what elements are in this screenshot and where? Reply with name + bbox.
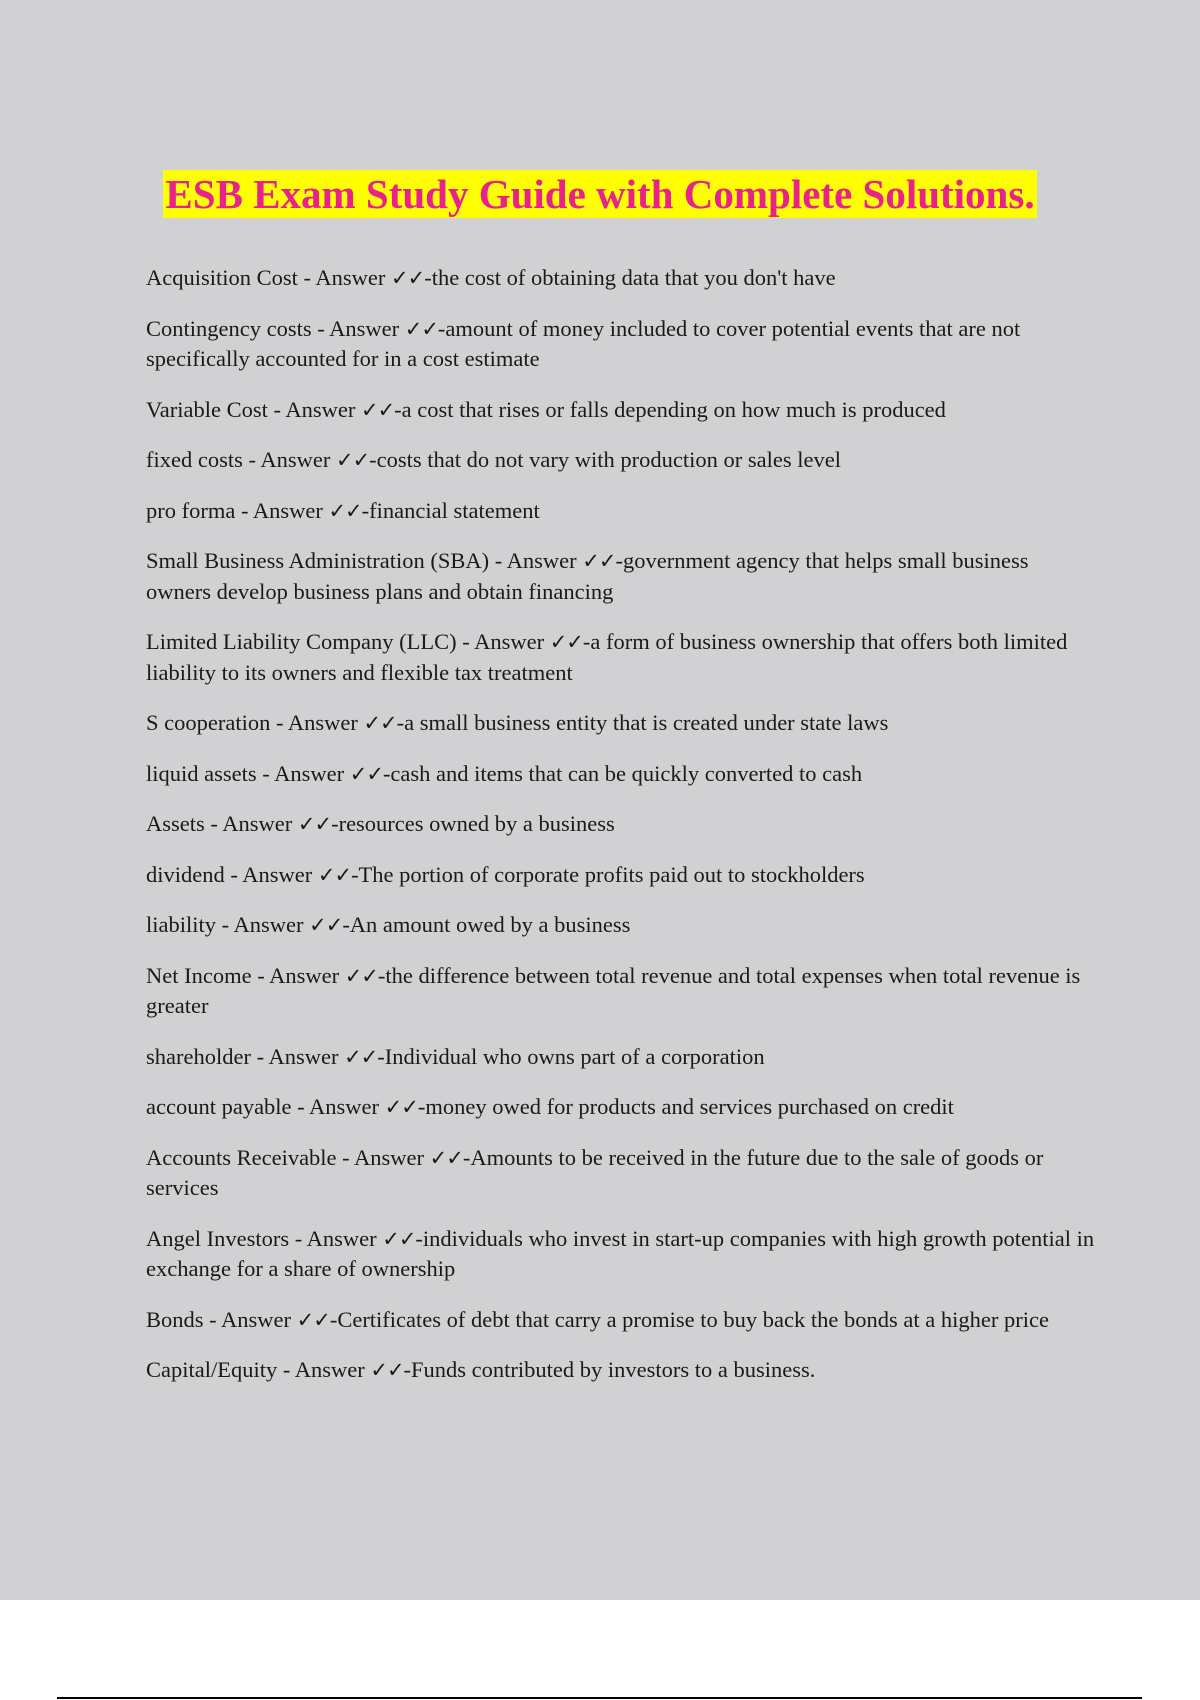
footer-divider	[57, 1697, 1142, 1699]
checkmark-icon: ✓✓	[429, 1145, 463, 1170]
document-title: ESB Exam Study Guide with Complete Solutions.	[165, 171, 1035, 217]
list-item	[146, 1143, 1096, 1204]
entry-term: Acquisition Cost	[146, 265, 298, 290]
list-item	[146, 445, 1096, 476]
entry-definition: -a small business entity that is created under state laws	[396, 710, 889, 735]
entry-term: Capital/Equity	[146, 1357, 278, 1382]
title-container	[0, 170, 1200, 218]
answer-separator: - Answer	[216, 912, 310, 937]
entry-definition: -The portion of corporate profits paid out to stockholders	[351, 861, 865, 887]
entry-definition: -money owed for products and services purchased on credit	[417, 1094, 954, 1119]
checkmark-icon: ✓✓	[344, 1044, 378, 1069]
list-item	[146, 860, 1096, 891]
entry-definition: -Individual who owns part of a corporation	[377, 1043, 765, 1069]
list-item	[146, 759, 1096, 790]
list-item	[146, 1224, 1096, 1285]
entry-term: Contingency costs	[146, 315, 312, 341]
answer-separator: - Answer	[251, 962, 345, 988]
entry-term: liability	[146, 912, 216, 937]
entry-definition: -amount of money included to cover potential events that are not specifically accounted for in a cost estimate	[146, 315, 1021, 371]
entry-definition: -individuals who invest in start-up companies with high growth potential in exchange for a share of ownership	[146, 1225, 1095, 1281]
entry-term: dividend	[146, 861, 225, 887]
answer-separator: - Answer	[256, 760, 350, 786]
entry-term: account payable	[146, 1094, 292, 1119]
list-item	[146, 627, 1096, 688]
answer-separator: - Answer	[250, 1043, 345, 1069]
list-item	[146, 1355, 1096, 1386]
answer-separator: - Answer	[270, 710, 364, 735]
answer-separator: - Answer	[297, 265, 391, 290]
list-item	[146, 961, 1096, 1022]
entry-definition: -Certificates of debt that carry a promise to buy back the bonds at a higher price	[329, 1306, 1049, 1332]
entry-definition: -a cost that rises or falls depending on how much is produced	[394, 396, 946, 422]
list-item	[146, 314, 1096, 375]
list-item	[146, 910, 1096, 941]
checkmark-icon: ✓✓	[370, 1358, 404, 1382]
checkmark-icon: ✓✓	[335, 448, 370, 472]
answer-separator: - Answer	[289, 1225, 383, 1251]
list-item	[146, 395, 1096, 426]
entry-definition: -cash and items that can be quickly converted to cash	[382, 760, 863, 786]
answer-separator: - Answer	[336, 1144, 430, 1170]
entry-definition: -a form of business ownership that offers both limited liability to its owners and flexible tax treatment	[146, 629, 1068, 685]
entry-list	[146, 263, 1096, 1406]
entry-definition: -Funds contributed by investors to a business.	[403, 1357, 816, 1382]
entry-definition: -financial statement	[361, 497, 540, 523]
answer-separator: - Answer	[291, 1094, 385, 1119]
entry-definition: -the cost of obtaining data that you don't have	[424, 265, 836, 290]
answer-separator: - Answer	[489, 548, 583, 573]
entry-term: shareholder	[146, 1043, 251, 1069]
checkmark-icon: ✓✓	[363, 711, 397, 735]
entry-term: Accounts Receivable	[146, 1144, 337, 1170]
checkmark-icon: ✓✓	[309, 913, 343, 937]
checkmark-icon: ✓✓	[382, 1226, 416, 1251]
answer-separator: - Answer	[456, 629, 550, 654]
entry-definition: -An amount owed by a business	[342, 912, 631, 937]
entry-term: Bonds	[146, 1306, 204, 1332]
list-item	[146, 708, 1096, 739]
checkmark-icon: ✓✓	[344, 963, 378, 988]
entry-definition: -Amounts to be received in the future due to the sale of goods or services	[146, 1144, 1044, 1200]
entry-term: S cooperation	[146, 710, 271, 735]
entry-term: Limited Liability Company (LLC)	[146, 629, 457, 654]
checkmark-icon: ✓✓	[549, 630, 583, 654]
checkmark-icon: ✓✓	[297, 812, 332, 836]
list-item	[146, 1305, 1096, 1336]
list-item	[146, 496, 1096, 527]
answer-separator: - Answer	[311, 315, 405, 341]
list-item	[146, 546, 1096, 607]
checkmark-icon: ✓✓	[384, 1095, 418, 1119]
entry-definition: -government agency that helps small business owners develop business plans and obtain financing	[146, 548, 1029, 604]
checkmark-icon: ✓✓	[582, 549, 616, 573]
checkmark-icon: ✓✓	[296, 1307, 330, 1332]
list-item	[146, 1042, 1096, 1073]
checkmark-icon: ✓✓	[317, 862, 352, 887]
checkmark-icon: ✓✓	[328, 498, 362, 523]
entry-term: Variable Cost	[146, 396, 268, 422]
entry-term: Small Business Administration (SBA)	[146, 548, 490, 573]
entry-term: liquid assets	[146, 760, 257, 786]
answer-separator: - Answer	[277, 1357, 371, 1382]
entry-definition: -resources owned by a business	[331, 811, 615, 836]
checkmark-icon: ✓✓	[391, 266, 425, 290]
entry-term: fixed costs	[146, 447, 243, 472]
checkmark-icon: ✓✓	[404, 316, 438, 341]
entry-term: Angel Investors	[146, 1225, 290, 1251]
checkmark-icon: ✓✓	[349, 761, 383, 786]
entry-term: Assets	[146, 811, 205, 836]
checkmark-icon: ✓✓	[360, 397, 395, 422]
answer-separator: - Answer	[204, 811, 298, 836]
answer-separator: - Answer	[224, 861, 318, 887]
answer-separator: - Answer	[267, 396, 361, 422]
entry-term: Net Income	[146, 962, 252, 988]
answer-separator: - Answer	[242, 447, 336, 472]
answer-separator: - Answer	[203, 1306, 297, 1332]
list-item	[146, 1092, 1096, 1123]
list-item	[146, 263, 1096, 294]
entry-definition: -costs that do not vary with production or sales level	[369, 447, 841, 472]
entry-term: pro forma	[146, 497, 236, 523]
list-item	[146, 809, 1096, 840]
entry-definition: -the difference between total revenue and total expenses when total revenue is greater	[146, 962, 1081, 1018]
answer-separator: - Answer	[235, 497, 329, 523]
